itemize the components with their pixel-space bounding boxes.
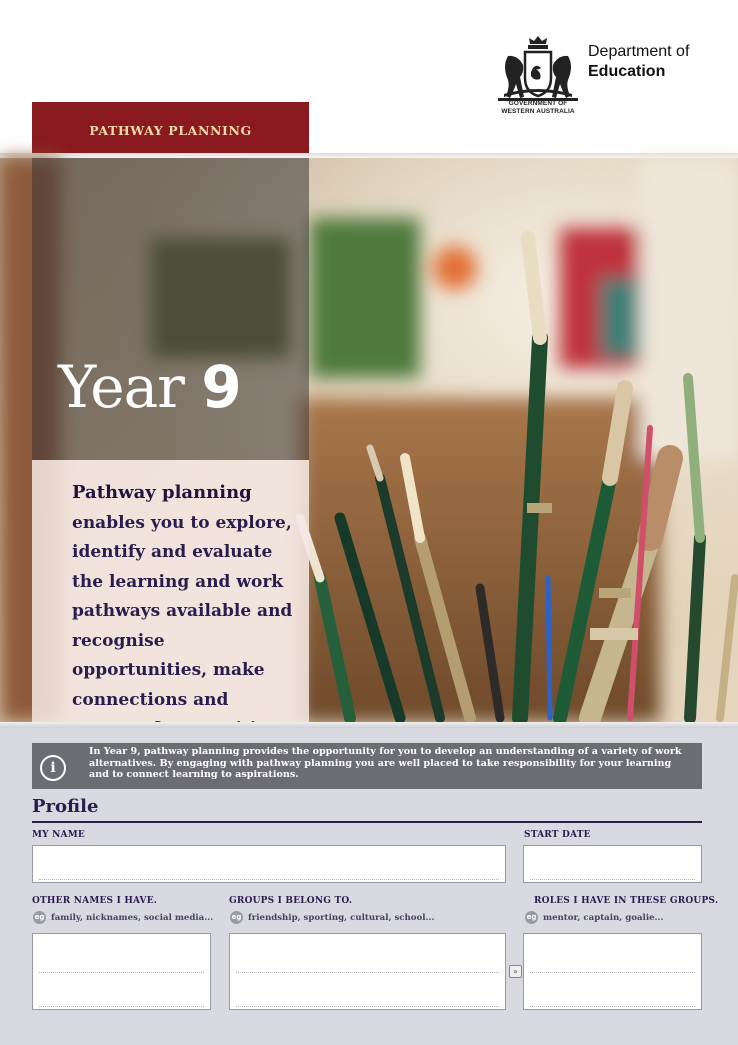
info-icon: i	[40, 755, 66, 781]
other-names-example-text: family, nicknames, social media...	[51, 913, 214, 923]
intro-lead: Pathway planning	[72, 482, 252, 503]
groups-field[interactable]	[229, 933, 506, 1010]
example-icon: eg	[230, 911, 243, 924]
my-name-field[interactable]	[32, 845, 506, 883]
other-names-example	[33, 911, 213, 924]
roles-example-text: mentor, captain, goalie...	[543, 913, 664, 923]
section-tab: PATHWAY PLANNING	[32, 102, 309, 158]
double-chevron-right-icon: »	[509, 965, 522, 978]
profile-title: Profile	[32, 796, 99, 817]
roles-example	[525, 911, 664, 924]
start-date-field[interactable]	[523, 845, 702, 883]
government-label	[488, 100, 588, 116]
profile-underline	[32, 821, 702, 823]
other-names-field[interactable]	[32, 933, 211, 1010]
groups-example	[230, 911, 434, 924]
example-icon: eg	[33, 911, 46, 924]
year-heading	[58, 353, 241, 421]
government-line-1: GOVERNMENT OF	[508, 100, 568, 107]
year-number: 9	[201, 353, 241, 421]
groups-label: GROUPS I BELONG TO.	[229, 896, 353, 906]
other-names-label: OTHER NAMES I HAVE.	[32, 896, 158, 906]
hero-image	[0, 158, 738, 722]
department-line-1: Department of	[588, 43, 690, 60]
intro-body: enables you to explore, identify and evaluate the learning and work pathways available and recognise opportunities, make connections and	[72, 512, 293, 710]
department-name	[588, 42, 689, 82]
example-icon: eg	[525, 911, 538, 924]
intro-text	[72, 478, 302, 745]
my-name-label: MY NAME	[32, 830, 85, 840]
info-text: In Year 9, pathway planning provides the opportunity for you to develop an understanding of a variety of work alternatives. By engaging with pathway planning you are well placed to take responsibility for your learning and to connect learning to aspirations.	[89, 746, 682, 780]
groups-example-text: friendship, sporting, cultural, school...	[248, 913, 435, 923]
government-line-2: WESTERN AUSTRALIA	[501, 108, 575, 115]
roles-label: ROLES I HAVE IN THESE GROUPS.	[534, 896, 719, 906]
roles-field[interactable]	[523, 933, 702, 1010]
year-word: Year	[58, 353, 184, 421]
department-line-2: Education	[588, 63, 666, 80]
start-date-label: START DATE	[524, 830, 591, 840]
